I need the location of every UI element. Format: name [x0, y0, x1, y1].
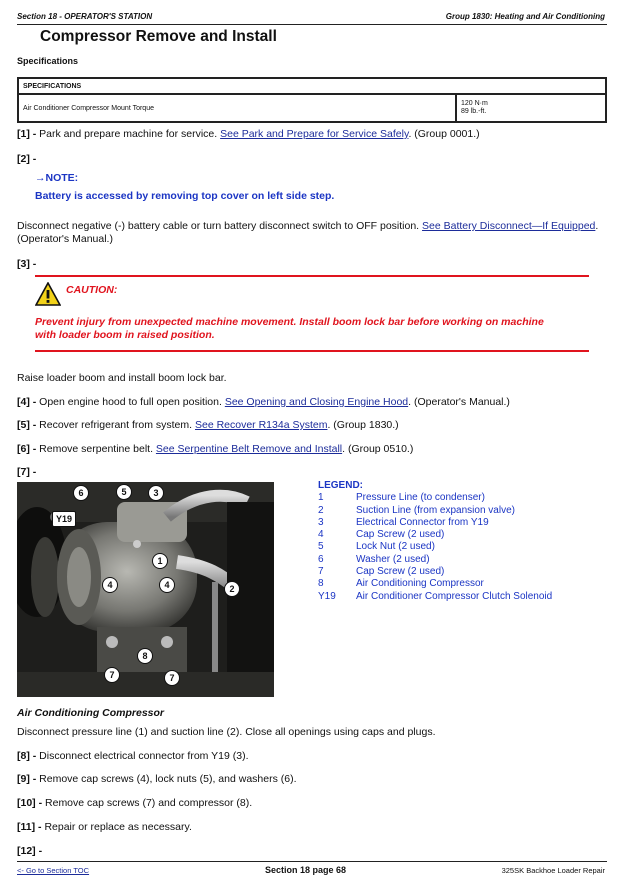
footer-rule: [17, 861, 607, 862]
callout-7b: 7: [164, 670, 180, 686]
step-1: [1] - Park and prepare machine for service. See Park and Prepare for Service Safely. (Group 0001.): [17, 128, 480, 140]
legend-item: Y19 Air Conditioner Compressor Clutch Solenoid: [318, 590, 553, 602]
callout-3: 3: [148, 485, 164, 501]
step-2-number: [2] -: [17, 153, 37, 165]
callout-y19: Y19: [52, 511, 76, 527]
legend-item: 6 Washer (2 used): [318, 553, 430, 565]
caution-top-rule: [35, 275, 589, 277]
callout-5: 5: [116, 484, 132, 500]
link-battery-disconnect[interactable]: See Battery Disconnect—If Equipped: [422, 220, 596, 232]
legend-item: 7 Cap Screw (2 used): [318, 566, 445, 578]
step-5: [5] - Recover refrigerant from system. See Recover R134a System. (Group 1830.): [17, 419, 399, 431]
legend-item: 5 Lock Nut (2 used): [318, 541, 435, 553]
note-label: →NOTE:: [35, 172, 79, 184]
legend-item: 1 Pressure Line (to condenser): [318, 492, 485, 504]
disconnect-lines-text: Disconnect pressure line (1) and suction line (2). Close all openings using caps and plugs.: [17, 726, 436, 738]
spec-row-value: 120 N·m 89 lb.-ft.: [456, 94, 606, 122]
section-header: Section 18 - OPERATOR'S STATION: [17, 12, 153, 21]
step-6: [6] - Remove serpentine belt. See Serpentine Belt Remove and Install. (Group 0510.): [17, 443, 414, 455]
callout-7a: 7: [104, 667, 120, 683]
note-text: Battery is accessed by removing top cover on left side step.: [35, 190, 335, 202]
caution-label: CAUTION:: [66, 284, 118, 296]
disconnect-text: Disconnect negative (-) battery cable or turn battery disconnect switch to OFF position. See Battery Disconnect—If Equipped.: [17, 220, 599, 232]
caution-line-2: with loader boom in raised position.: [35, 329, 215, 341]
page-title: Compressor Remove and Install: [40, 28, 277, 45]
link-serpentine-belt[interactable]: See Serpentine Belt Remove and Install: [155, 443, 343, 455]
link-recover-r134a[interactable]: See Recover R134a System: [194, 419, 328, 431]
step-8: [8] - Disconnect electrical connector from Y19 (3).: [17, 750, 249, 762]
callout-1: 1: [152, 553, 168, 569]
page-number: Section 18 page 68: [265, 865, 347, 875]
warning-icon: [35, 282, 61, 306]
spec-row-label: Air Conditioner Compressor Mount Torque: [18, 94, 456, 122]
manual-title: 325SK Backhoe Loader Repair: [501, 866, 605, 875]
spec-table-header: SPECIFICATIONS: [18, 78, 606, 94]
specifications-heading: Specifications: [17, 56, 79, 66]
step-12-number: [12] -: [17, 845, 43, 857]
raise-boom-text: Raise loader boom and install boom lock bar.: [17, 372, 227, 384]
group-header: Group 1830: Heating and Air Conditioning: [445, 12, 605, 21]
compressor-photo: [17, 482, 274, 697]
legend-title: LEGEND:: [318, 480, 363, 491]
step-10: [10] - Remove cap screws (7) and compressor (8).: [17, 797, 253, 809]
spec-table: [17, 77, 607, 123]
legend-item: 2 Suction Line (from expansion valve): [318, 504, 515, 516]
step-3-number: [3] -: [17, 258, 37, 270]
step-4: [4] - Open engine hood to full open position. See Opening and Closing Engine Hood. (Operator's Manual.): [17, 396, 510, 408]
callout-4a: 4: [102, 577, 118, 593]
step-9: [9] - Remove cap screws (4), lock nuts (5), and washers (6).: [17, 773, 297, 785]
header-rule: [17, 24, 607, 25]
go-to-section-toc-link[interactable]: <- Go to Section TOC: [17, 866, 90, 875]
step-11: [11] - Repair or replace as necessary.: [17, 821, 192, 833]
step-7-number: [7] -: [17, 466, 37, 478]
legend-item: 4 Cap Screw (2 used): [318, 529, 445, 541]
callout-6: 6: [73, 485, 89, 501]
disconnect-text-line2: (Operator's Manual.): [17, 233, 113, 245]
callout-8: 8: [137, 648, 153, 664]
callout-4b: 4: [159, 577, 175, 593]
link-engine-hood[interactable]: See Opening and Closing Engine Hood: [224, 396, 409, 408]
legend-item: 8 Air Conditioning Compressor: [318, 578, 484, 590]
legend: [318, 480, 552, 603]
callout-2: 2: [224, 581, 240, 597]
caution-bottom-rule: [35, 350, 589, 352]
figure-caption: Air Conditioning Compressor: [17, 707, 164, 719]
link-park-prepare[interactable]: See Park and Prepare for Service Safely: [220, 128, 409, 140]
legend-item: 3 Electrical Connector from Y19: [318, 516, 489, 528]
caution-line-1: Prevent injury from unexpected machine movement. Install boom lock bar before working on machine: [35, 316, 544, 328]
